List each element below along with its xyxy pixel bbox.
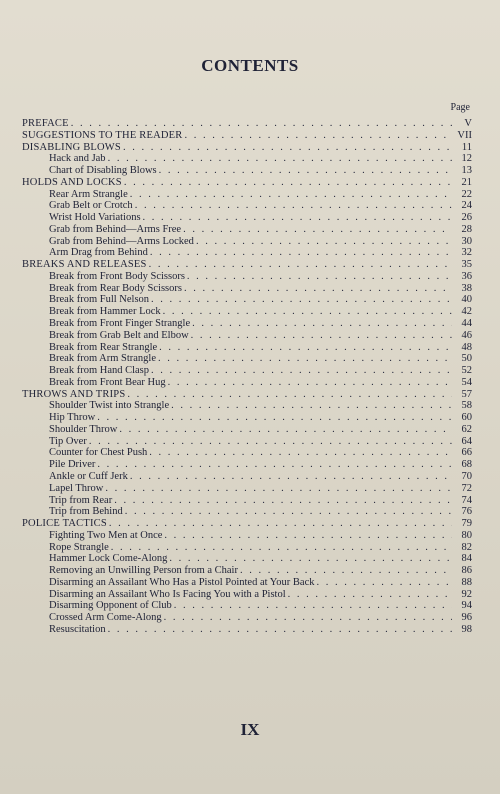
toc-item-label: Trip from Behind — [49, 506, 123, 518]
toc-section — [22, 177, 472, 189]
toc-item — [22, 412, 472, 424]
toc-item — [22, 565, 472, 577]
toc-item — [22, 306, 472, 318]
leader-dots — [123, 142, 452, 154]
toc-section-label: PREFACE — [22, 118, 69, 129]
toc-item — [22, 353, 472, 365]
toc-item-page-number: 88 — [461, 576, 472, 588]
leader-dots — [168, 377, 452, 389]
toc-section-label: SUGGESTIONS TO THE READER — [22, 129, 183, 141]
toc-item-label: Pile Driver — [49, 459, 96, 471]
leader-dots — [143, 212, 452, 224]
leader-dots — [192, 318, 452, 330]
toc-section — [22, 518, 472, 530]
leader-dots — [149, 447, 452, 459]
toc-item-label: Hack and Jab — [49, 153, 106, 165]
toc-item — [22, 365, 472, 377]
toc-item — [22, 400, 472, 412]
leader-dots — [124, 177, 452, 189]
toc-item-label: Grab Belt or Crotch — [49, 200, 133, 212]
leader-dots — [130, 471, 452, 483]
toc-item-label: Hip Throw — [49, 412, 96, 424]
toc-item-page-number: 96 — [461, 612, 472, 624]
toc-item-page-number: 22 — [461, 188, 472, 200]
toc-item-page-number: 84 — [461, 553, 472, 565]
toc-item-page-number: 94 — [461, 600, 472, 612]
toc-item — [22, 424, 472, 436]
leader-dots — [184, 130, 452, 142]
toc-section — [22, 259, 472, 271]
toc-item-page-number: 26 — [461, 212, 472, 224]
leader-dots — [150, 247, 452, 259]
toc-section — [22, 118, 472, 130]
toc-section-page-number: 79 — [461, 518, 472, 530]
leader-dots — [71, 118, 452, 130]
toc-item-page-number: 60 — [461, 412, 472, 424]
toc-item-label: Lapel Throw — [49, 482, 104, 494]
toc-item-page-number: 70 — [461, 470, 472, 482]
toc-item-label: Trip from Rear — [49, 494, 113, 506]
toc-item-label: Fighting Two Men at Once — [49, 529, 163, 541]
toc-item-page-number: 40 — [461, 294, 472, 306]
toc-item-label: Break from Rear Strangle — [49, 341, 158, 353]
leader-dots — [89, 436, 452, 448]
toc-item-label: Hammer Lock Come-Along — [49, 553, 168, 565]
toc-item — [22, 283, 472, 295]
toc-item-page-number: 54 — [461, 376, 472, 388]
toc-item — [22, 330, 472, 342]
toc-item — [22, 318, 472, 330]
toc-item-label: Break from Front Finger Strangle — [49, 318, 191, 330]
leader-dots — [196, 236, 452, 248]
toc-item — [22, 377, 472, 389]
toc-section-label: THROWS AND TRIPS — [22, 388, 126, 400]
toc-item — [22, 436, 472, 448]
leader-dots — [149, 259, 452, 271]
toc-item-label: Chart of Disabling Blows — [49, 165, 157, 177]
leader-dots — [97, 459, 452, 471]
toc-item — [22, 200, 472, 212]
leader-dots — [171, 400, 452, 412]
leader-dots — [159, 165, 452, 177]
toc-item-page-number: 64 — [461, 435, 472, 447]
toc-item-label: Break from Front Bear Hug — [49, 376, 166, 388]
toc-section-page-number: 11 — [461, 141, 472, 153]
toc-item — [22, 600, 472, 612]
toc-item-label: Break from Arm Strangle — [49, 353, 157, 365]
toc-item — [22, 447, 472, 459]
toc-item-page-number: 38 — [461, 282, 472, 294]
toc-item-label: Break from Full Nelson — [49, 294, 150, 306]
leader-dots — [130, 189, 452, 201]
toc-section-page-number: 35 — [461, 259, 472, 271]
page-column-label: Page — [450, 102, 470, 113]
page-title: CONTENTS — [201, 56, 299, 75]
toc-item — [22, 342, 472, 354]
toc-item-label: Counter for Chest Push — [49, 447, 148, 459]
toc-item — [22, 459, 472, 471]
toc-item-label: Ankle or Cuff Jerk — [49, 470, 128, 482]
toc-item-label: Disarming an Assailant Who Is Facing You with a Pistol — [49, 588, 286, 600]
toc-item — [22, 483, 472, 495]
toc-item-label: Disarming Opponent of Club — [49, 600, 172, 612]
toc-item-label: Break from Front Body Scissors — [49, 270, 185, 282]
toc-item-page-number: 72 — [461, 482, 472, 494]
toc-item-page-number: 42 — [461, 306, 472, 318]
toc-item — [22, 553, 472, 565]
toc-item-label: Break from Hammer Lock — [49, 306, 161, 318]
leader-dots — [125, 506, 452, 518]
toc-item-page-number: 52 — [461, 365, 472, 377]
toc-item-page-number: 12 — [461, 153, 472, 165]
toc-item-page-number: 46 — [461, 329, 472, 341]
toc-item-label: Grab from Behind—Arms Locked — [49, 235, 194, 247]
toc-item-label: Removing an Unwilling Person from a Chair — [49, 565, 238, 577]
toc-item-label: Arm Drag from Behind — [49, 247, 148, 259]
toc-item-label: Shoulder Throw — [49, 423, 118, 435]
toc-item — [22, 247, 472, 259]
toc-item-page-number: 80 — [461, 529, 472, 541]
leader-dots — [159, 342, 452, 354]
toc-item-label: Break from Rear Body Scissors — [49, 282, 182, 294]
leader-dots — [240, 565, 452, 577]
toc-section-label: DISABLING BLOWS — [22, 141, 121, 153]
toc-item-page-number: 92 — [461, 588, 472, 600]
leader-dots — [108, 624, 452, 636]
toc-item-page-number: 30 — [461, 235, 472, 247]
leader-dots — [151, 294, 452, 306]
leader-dots — [158, 353, 452, 365]
toc-item-page-number: 36 — [461, 270, 472, 282]
toc-item — [22, 624, 472, 636]
toc-item-label: Wrist Hold Variations — [49, 212, 141, 224]
toc-item-page-number: 98 — [461, 623, 472, 635]
toc-item — [22, 506, 472, 518]
toc-item-page-number: 86 — [461, 565, 472, 577]
toc-item — [22, 542, 472, 554]
toc-item-page-number: 32 — [461, 247, 472, 259]
leader-dots — [191, 330, 452, 342]
toc-section — [22, 142, 472, 154]
toc-item-page-number: 62 — [461, 423, 472, 435]
toc-item-page-number: 44 — [461, 318, 472, 330]
leader-dots — [105, 483, 452, 495]
toc-item — [22, 294, 472, 306]
toc-item — [22, 224, 472, 236]
toc-item — [22, 165, 472, 177]
table-of-contents — [22, 118, 472, 636]
toc-section-page-number: V — [464, 118, 472, 129]
leader-dots — [97, 412, 452, 424]
toc-item — [22, 153, 472, 165]
leader-dots — [317, 577, 453, 589]
leader-dots — [127, 389, 452, 401]
toc-item-page-number: 66 — [461, 447, 472, 459]
toc-item-page-number: 82 — [461, 541, 472, 553]
toc-item-label: Shoulder Twist into Strangle — [49, 400, 170, 412]
leader-dots — [288, 589, 452, 601]
toc-item-page-number: 13 — [461, 165, 472, 177]
leader-dots — [164, 530, 452, 542]
toc-section-label: HOLDS AND LOCKS — [22, 176, 122, 188]
leader-dots — [151, 365, 452, 377]
toc-item-label: Resuscitation — [49, 623, 106, 635]
leader-dots — [183, 224, 452, 236]
folio-page-number: IX — [240, 720, 260, 739]
toc-item-page-number: 50 — [461, 353, 472, 365]
leader-dots — [164, 612, 452, 624]
toc-item-label: Disarming an Assailant Who Has a Pistol Pointed at Your Back — [49, 576, 315, 588]
toc-item-page-number: 74 — [461, 494, 472, 506]
toc-item — [22, 577, 472, 589]
toc-item-page-number: 58 — [461, 400, 472, 412]
toc-item-label: Break from Grab Belt and Elbow — [49, 329, 189, 341]
toc-section-label: BREAKS AND RELEASES — [22, 259, 147, 271]
toc-item-label: Rope Strangle — [49, 541, 109, 553]
leader-dots — [174, 600, 452, 612]
toc-item-page-number: 68 — [461, 459, 472, 471]
toc-item — [22, 589, 472, 601]
leader-dots — [119, 424, 452, 436]
toc-section — [22, 130, 472, 142]
toc-item — [22, 530, 472, 542]
leader-dots — [111, 542, 452, 554]
toc-section-page-number: 21 — [461, 176, 472, 188]
toc-item-label: Rear Arm Strangle — [49, 188, 128, 200]
leader-dots — [135, 200, 452, 212]
toc-item — [22, 471, 472, 483]
leader-dots — [114, 495, 452, 507]
leader-dots — [169, 553, 452, 565]
toc-item — [22, 495, 472, 507]
toc-item — [22, 271, 472, 283]
toc-item-page-number: 28 — [461, 223, 472, 235]
toc-section-label: POLICE TACTICS — [22, 518, 107, 530]
toc-section-page-number: VII — [457, 129, 472, 141]
toc-item-label: Break from Hand Clasp — [49, 365, 150, 377]
toc-item-page-number: 76 — [461, 506, 472, 518]
toc-item — [22, 189, 472, 201]
leader-dots — [163, 306, 452, 318]
toc-item-page-number: 48 — [461, 341, 472, 353]
toc-section-page-number: 57 — [461, 388, 472, 400]
toc-item-label: Tip Over — [49, 435, 87, 447]
toc-item-label: Crossed Arm Come-Along — [49, 612, 162, 624]
leader-dots — [184, 283, 452, 295]
toc-item-page-number: 24 — [461, 200, 472, 212]
toc-section — [22, 389, 472, 401]
toc-item — [22, 612, 472, 624]
leader-dots — [108, 153, 452, 165]
toc-item-label: Grab from Behind—Arms Free — [49, 223, 182, 235]
leader-dots — [187, 271, 452, 283]
toc-item — [22, 212, 472, 224]
leader-dots — [109, 518, 452, 530]
toc-item — [22, 236, 472, 248]
